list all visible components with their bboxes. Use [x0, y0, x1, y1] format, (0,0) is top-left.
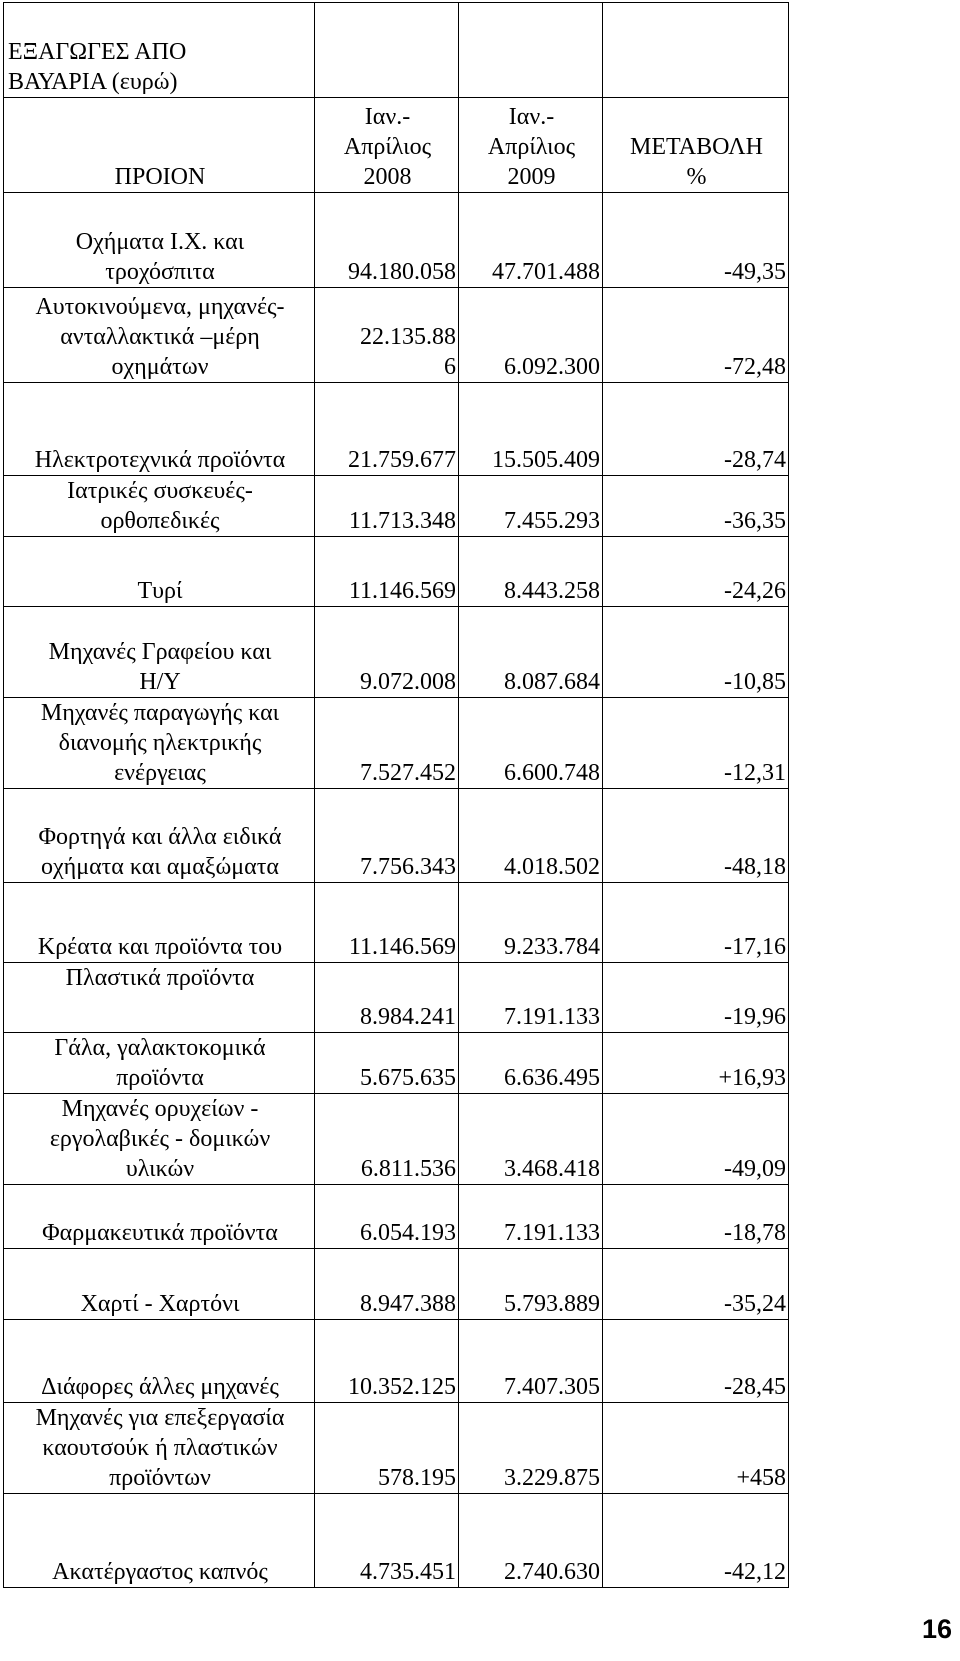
value-2008-cell: 5.675.635 — [315, 1033, 459, 1094]
empty-cell — [315, 3, 459, 98]
value-2008-cell: 4.735.451 — [315, 1494, 459, 1588]
change-cell: -72,48 — [603, 288, 789, 383]
table-row — [4, 1249, 789, 1320]
title-line: ΕΞΑΓΩΓΕΣ ΑΠΟ — [8, 39, 187, 65]
value-2008-cell: 11.146.569 — [315, 883, 459, 963]
header-product: ΠΡΟΙΟΝ — [4, 98, 315, 193]
header-row — [4, 98, 789, 193]
change-cell: +16,93 — [603, 1033, 789, 1094]
product-cell: Μηχανές Γραφείου και Η/Υ — [4, 607, 315, 698]
table-row — [4, 1185, 789, 1249]
value-2008-cell: 11.146.569 — [315, 537, 459, 607]
change-cell: -49,35 — [603, 193, 789, 288]
value-2009-cell: 8.087.684 — [459, 607, 603, 698]
value-2008-cell: 22.135.88 6 — [315, 288, 459, 383]
value-2009-cell: 7.407.305 — [459, 1320, 603, 1403]
change-cell: -28,74 — [603, 383, 789, 476]
value-2008-cell: 10.352.125 — [315, 1320, 459, 1403]
change-cell: -42,12 — [603, 1494, 789, 1588]
change-cell: -36,35 — [603, 476, 789, 537]
table-row — [4, 288, 789, 383]
table-row — [4, 1094, 789, 1185]
table-title — [4, 3, 315, 98]
product-cell: Τυρί — [4, 537, 315, 607]
product-cell: Μηχανές παραγωγής και διανομής ηλεκτρικής ενέργειας — [4, 698, 315, 789]
exports-table — [3, 2, 789, 1588]
value-2009-cell: 5.793.889 — [459, 1249, 603, 1320]
product-cell: Χαρτί - Χαρτόνι — [4, 1249, 315, 1320]
value-2009-cell: 7.455.293 — [459, 476, 603, 537]
product-cell: Γάλα, γαλακτοκομικά προϊόντα — [4, 1033, 315, 1094]
value-2009-cell: 9.233.784 — [459, 883, 603, 963]
product-cell: Μηχανές για επεξεργασία καουτσούκ ή πλαστικών προϊόντων — [4, 1403, 315, 1494]
product-cell: Φαρμακευτικά προϊόντα — [4, 1185, 315, 1249]
header-2008: Ιαν.- Απρίλιος 2008 — [315, 98, 459, 193]
product-cell: Κρέατα και προϊόντα του — [4, 883, 315, 963]
empty-cell — [459, 3, 603, 98]
value-2009-cell: 2.740.630 — [459, 1494, 603, 1588]
title-row — [4, 3, 789, 98]
product-cell: Ακατέργαστος καπνός — [4, 1494, 315, 1588]
value-2009-cell: 15.505.409 — [459, 383, 603, 476]
table-row — [4, 607, 789, 698]
table-row — [4, 1494, 789, 1588]
value-2009-cell: 4.018.502 — [459, 789, 603, 883]
table-row — [4, 698, 789, 789]
table-row — [4, 476, 789, 537]
table-row — [4, 789, 789, 883]
change-cell: -17,16 — [603, 883, 789, 963]
value-2009-cell: 6.092.300 — [459, 288, 603, 383]
value-2008-cell: 578.195 — [315, 1403, 459, 1494]
table-row — [4, 537, 789, 607]
value-2009-cell: 7.191.133 — [459, 1185, 603, 1249]
product-cell: Διάφορες άλλες μηχανές — [4, 1320, 315, 1403]
value-2008-cell: 6.811.536 — [315, 1094, 459, 1185]
product-cell: Μηχανές ορυχείων - εργολαβικές - δομικών υλικών — [4, 1094, 315, 1185]
table-row — [4, 1403, 789, 1494]
change-cell: +458 — [603, 1403, 789, 1494]
change-cell: -19,96 — [603, 963, 789, 1033]
value-2009-cell: 6.636.495 — [459, 1033, 603, 1094]
value-2008-cell: 8.947.388 — [315, 1249, 459, 1320]
value-2008-cell: 7.756.343 — [315, 789, 459, 883]
header-change: ΜΕΤΑΒΟΛΗ % — [603, 98, 789, 193]
exports-table-body — [4, 3, 789, 1588]
value-2009-cell: 8.443.258 — [459, 537, 603, 607]
change-cell: -49,09 — [603, 1094, 789, 1185]
empty-cell — [603, 3, 789, 98]
table-row — [4, 383, 789, 476]
change-cell: -10,85 — [603, 607, 789, 698]
table-row — [4, 193, 789, 288]
change-cell: -24,26 — [603, 537, 789, 607]
table-row — [4, 963, 789, 1033]
product-cell: Οχήματα Ι.Χ. και τροχόσπιτα — [4, 193, 315, 288]
table-row — [4, 1033, 789, 1094]
table-row — [4, 883, 789, 963]
change-cell: -18,78 — [603, 1185, 789, 1249]
value-2009-cell: 3.229.875 — [459, 1403, 603, 1494]
change-cell: -35,24 — [603, 1249, 789, 1320]
product-cell: Αυτοκινούμενα, μηχανές- ανταλλακτικά –μέρη οχημάτων — [4, 288, 315, 383]
value-2009-cell: 7.191.133 — [459, 963, 603, 1033]
change-cell: -12,31 — [603, 698, 789, 789]
value-2008-cell: 11.713.348 — [315, 476, 459, 537]
product-cell: Φορτηγά και άλλα ειδικά οχήματα και αμαξώματα — [4, 789, 315, 883]
value-2009-cell: 47.701.488 — [459, 193, 603, 288]
value-2008-cell: 8.984.241 — [315, 963, 459, 1033]
product-cell: Ηλεκτροτεχνικά προϊόντα — [4, 383, 315, 476]
value-2008-cell: 6.054.193 — [315, 1185, 459, 1249]
table-row — [4, 1320, 789, 1403]
change-cell: -48,18 — [603, 789, 789, 883]
value-2009-cell: 3.468.418 — [459, 1094, 603, 1185]
value-2009-cell: 6.600.748 — [459, 698, 603, 789]
change-cell: -28,45 — [603, 1320, 789, 1403]
header-2009: Ιαν.- Απρίλιος 2009 — [459, 98, 603, 193]
product-cell: Πλαστικά προϊόντα — [4, 963, 315, 1033]
product-cell: Ιατρικές συσκευές- ορθοπεδικές — [4, 476, 315, 537]
title-line: ΒΑΥΑΡΙΑ (ευρώ) — [8, 69, 178, 95]
value-2008-cell: 94.180.058 — [315, 193, 459, 288]
page-number: 16 — [921, 1614, 952, 1644]
value-2008-cell: 9.072.008 — [315, 607, 459, 698]
value-2008-cell: 7.527.452 — [315, 698, 459, 789]
value-2008-cell: 21.759.677 — [315, 383, 459, 476]
